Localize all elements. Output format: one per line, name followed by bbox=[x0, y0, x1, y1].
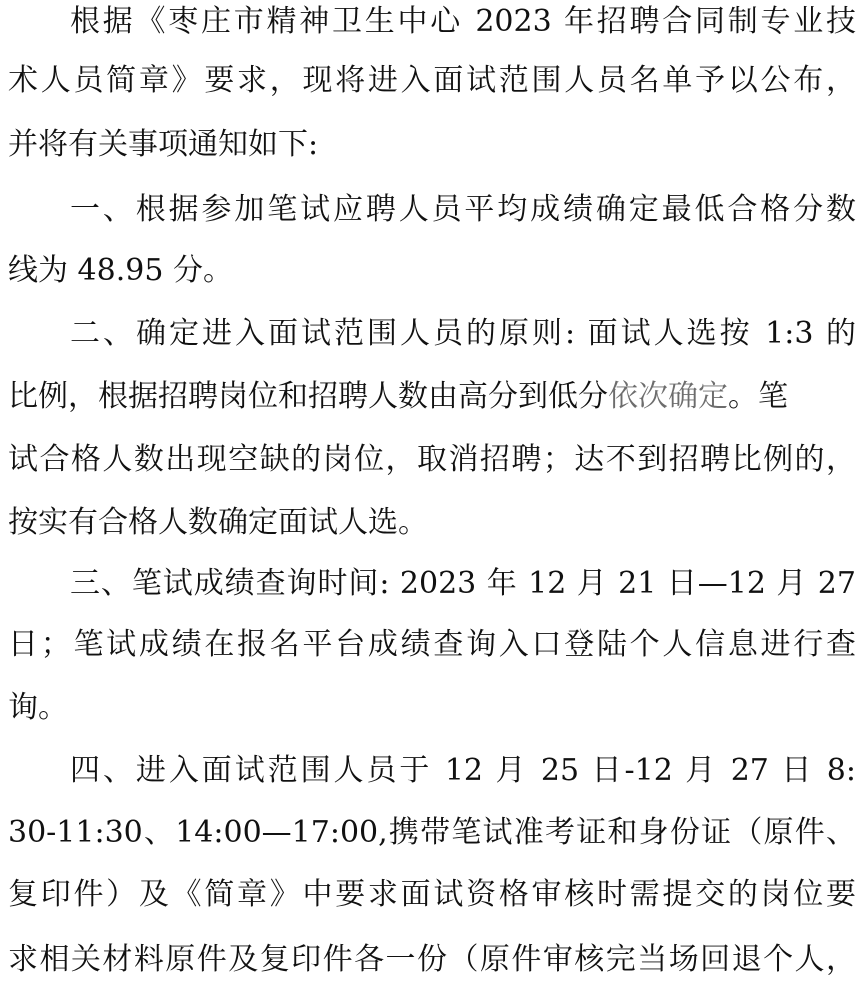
intro-line-3: 并将有关事项通知如下: bbox=[8, 127, 319, 162]
item4-line-4: 求相关材料原件及复印件各一份（原件审核完当场回退个人， bbox=[8, 942, 856, 977]
item2-line-1: 二、确定进入面试范围人员的原则: 面试人选按 1:3 的 bbox=[70, 316, 856, 351]
item1-line-1: 一、根据参加笔试应聘人员平均成绩确定最低合格分数 bbox=[70, 192, 856, 227]
item3-line-1: 三、笔试成绩查询时间: 2023 年 12 月 21 日—12 月 27 bbox=[70, 566, 856, 601]
intro-line-2: 术人员简章》要求，现将进入面试范围人员名单予以公布， bbox=[8, 63, 856, 98]
item3-line-3: 询。 bbox=[8, 690, 68, 725]
item4-line-2: 30-11:30、14:00—17:00,携带笔试准考证和身份证（原件、 bbox=[8, 815, 856, 850]
item2-line-2-part-c: 。笔 bbox=[728, 379, 788, 414]
intro-line-1: 根据《枣庄市精神卫生中心 2023 年招聘合同制专业技 bbox=[70, 4, 856, 39]
item4-line-3: 复印件）及《简章》中要求面试资格审核时需提交的岗位要 bbox=[8, 877, 856, 912]
item2-line-4: 按实有合格人数确定面试人选。 bbox=[8, 505, 428, 540]
item3-line-2: 日；笔试成绩在报名平台成绩查询入口登陆个人信息进行查 bbox=[8, 627, 856, 662]
item2-line-3: 试合格人数出现空缺的岗位，取消招聘；达不到招聘比例的， bbox=[8, 442, 856, 477]
item2-line-2-part-a: 比例，根据招聘岗位和招聘人数由高分到低分 bbox=[8, 379, 608, 414]
item4-line-1: 四、进入面试范围人员于 12 月 25 日-12 月 27 日 8: bbox=[70, 753, 856, 788]
item2-line-2-gray-text: 依次确定 bbox=[608, 379, 728, 414]
item2-line-2 bbox=[8, 369, 856, 425]
item1-line-2: 线为 48.95 分。 bbox=[8, 253, 233, 288]
